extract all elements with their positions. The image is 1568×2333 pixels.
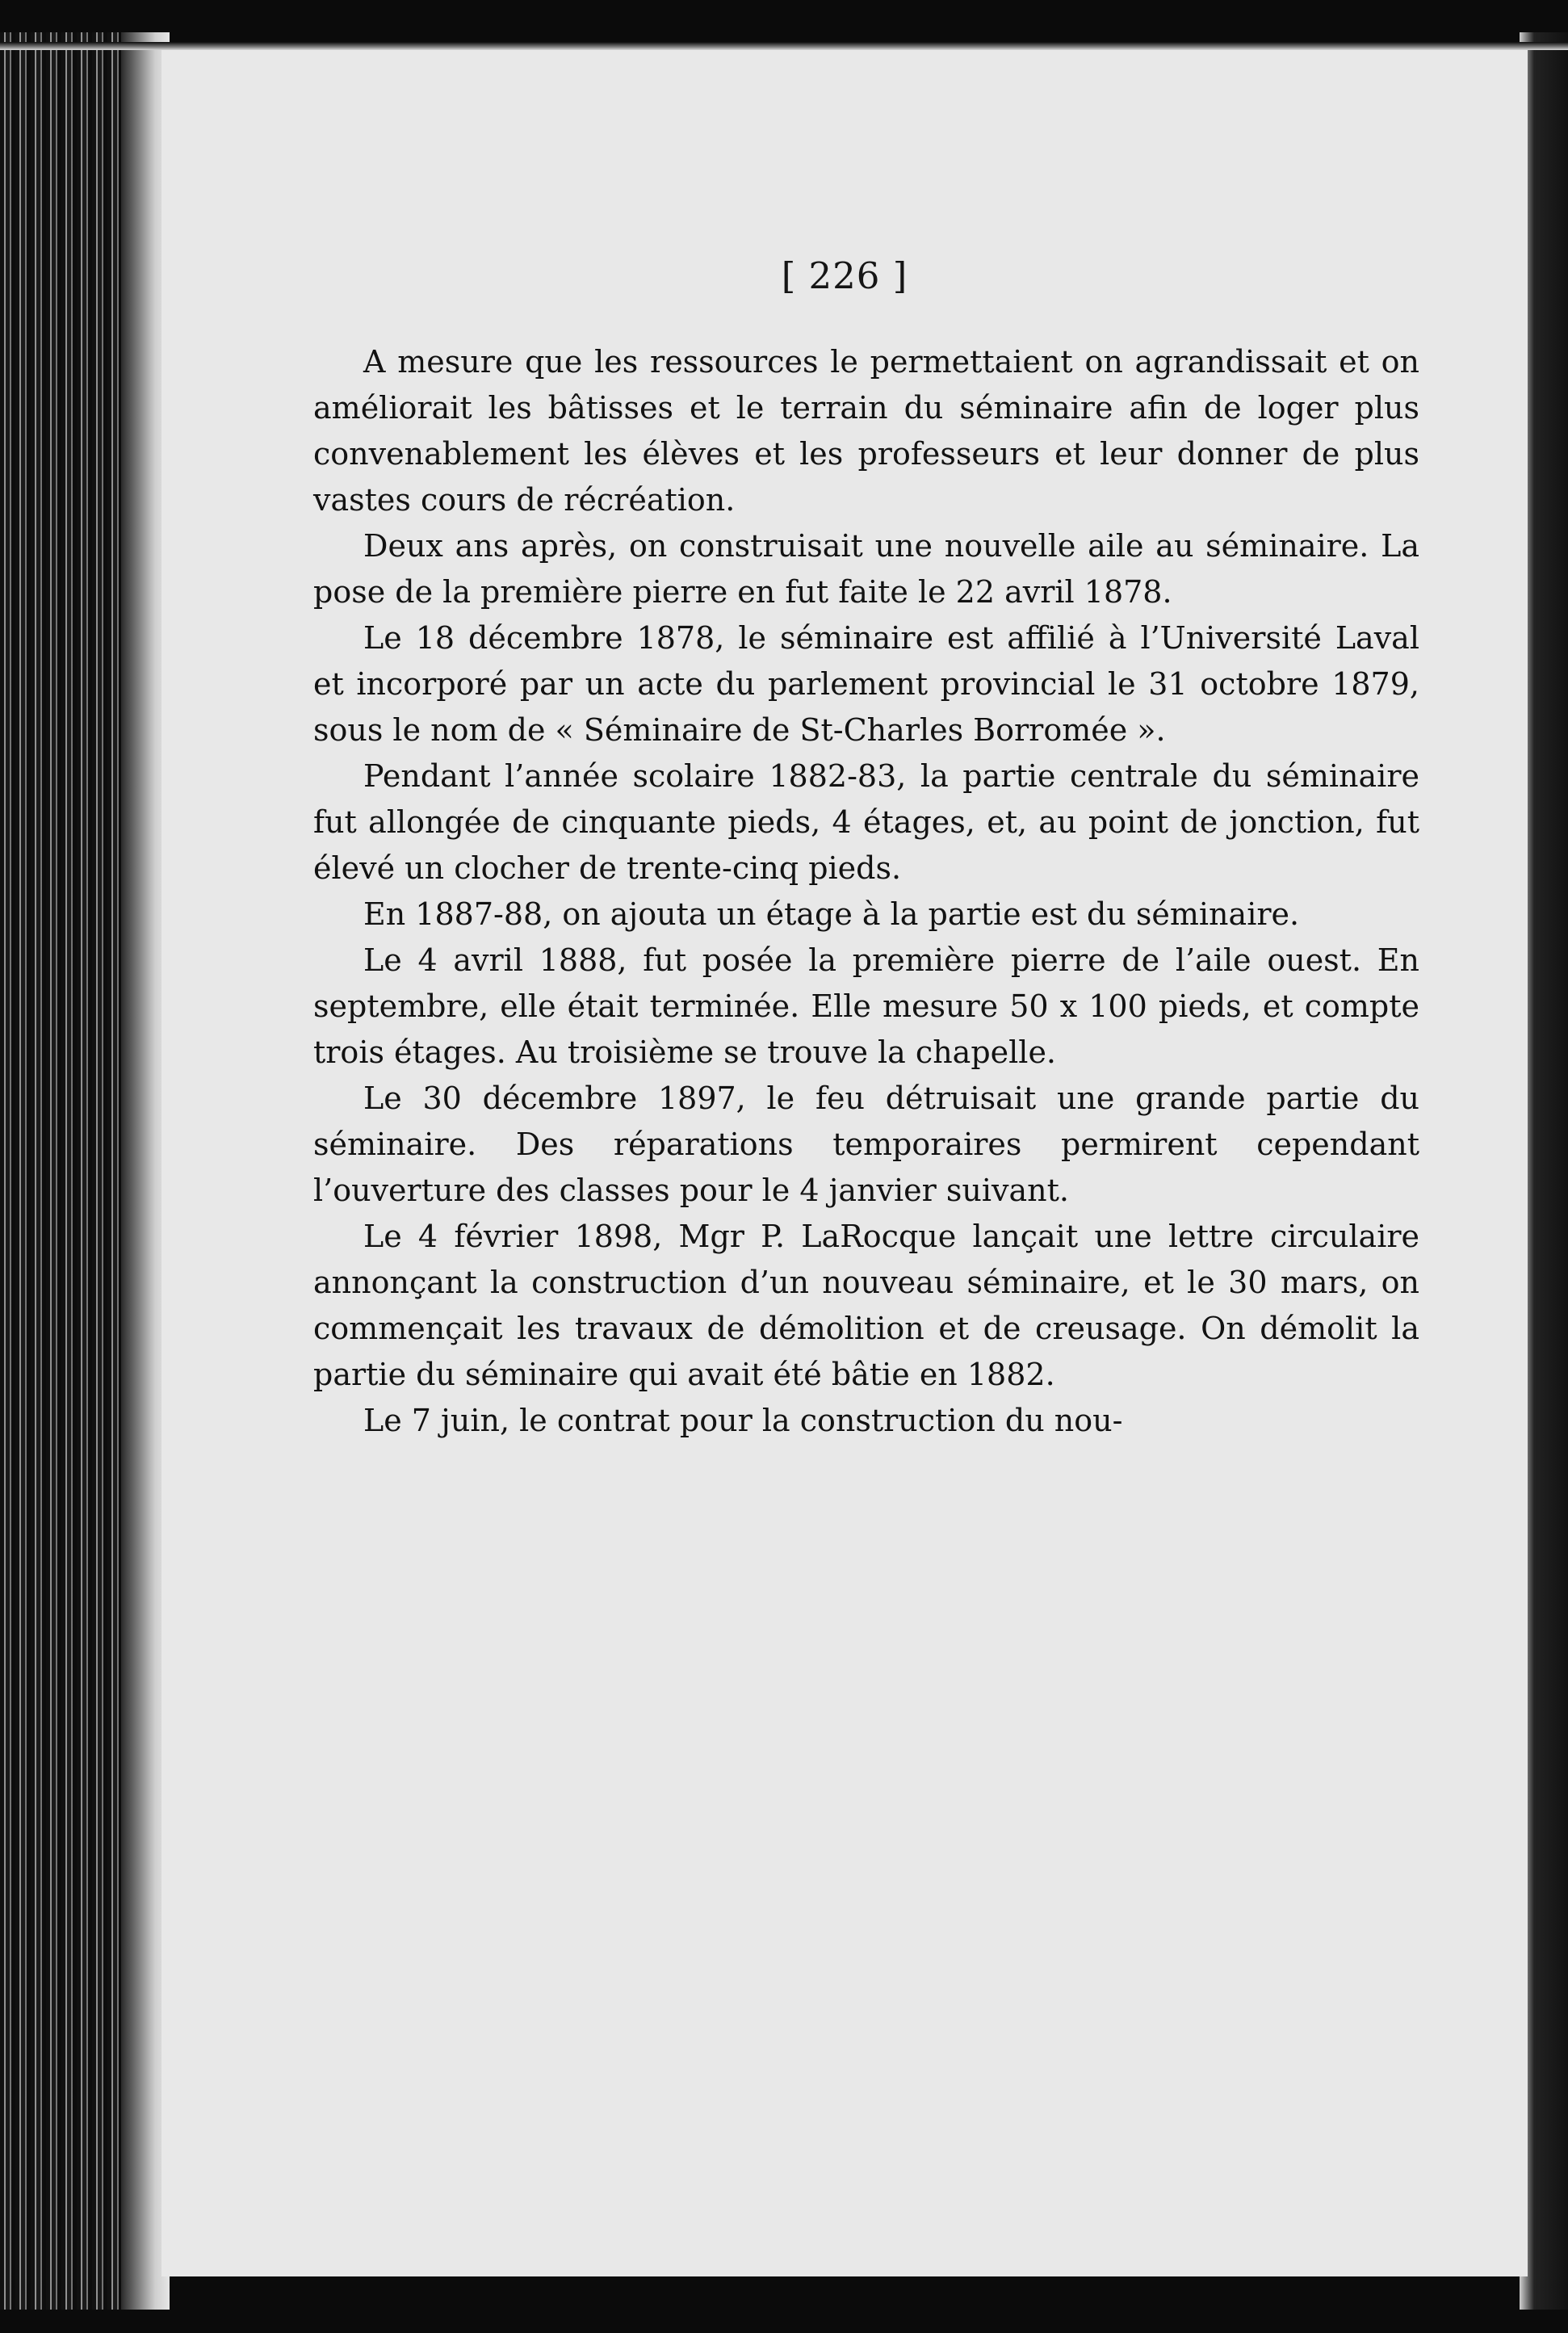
paragraph: Le 4 avril 1888, fut posée la première pierre de l’aile ouest. En septembre, elle était terminée. Elle mesure 50 x 100 pieds, et compte trois étages. Au troisième se trouve la chapelle. xyxy=(313,942,1419,1070)
book-page-edges-left xyxy=(0,32,170,2310)
paragraph: En 1887-88, on ajouta un étage à la partie est du séminaire. xyxy=(363,896,1300,932)
body-text xyxy=(313,339,1419,1444)
paragraph: Le 4 février 1898, Mgr P. LaRocque lançait une lettre circulaire annonçant la construction d’un nouveau séminaire, et le 30 mars, on commençait les travaux de démolition et de creusage. On démolit la partie du séminaire qui avait été bâtie en 1882. xyxy=(313,1219,1419,1392)
paragraph: A mesure que les ressources le permettaient on agrandissait et on améliorait les bâtisses et le terrain du séminaire afin de loger plus convenablement les élèves et les professeurs et leur donner de plus vastes cours de récréation. xyxy=(313,344,1419,518)
paragraph: Deux ans après, on construisait une nouvelle aile au séminaire. La pose de la première pierre en fut faite le 22 avril 1878. xyxy=(313,528,1419,610)
paragraph: Pendant l’année scolaire 1882-83, la partie centrale du séminaire fut allongée de cinquante pieds, 4 étages, et, au point de jonction, fut élevé un clocher de trente-cinq pieds. xyxy=(313,758,1419,886)
paragraph: Le 7 juin, le contrat pour la construction du nou- xyxy=(363,1403,1123,1438)
book-page xyxy=(161,50,1528,2276)
page-number: [ 226 ] xyxy=(781,254,908,297)
paragraph: Le 18 décembre 1878, le séminaire est affilié à l’Université Laval et incorporé par un acte du parlement provincial le 31 octobre 1879, sous le nom de « Séminaire de St-Charles Borromée ». xyxy=(313,620,1419,748)
paragraph: Le 30 décembre 1897, le feu détruisait une grande partie du séminaire. Des réparations temporaires permirent cependant l’ouverture des classes pour le 4 janvier suivant. xyxy=(313,1080,1419,1208)
page-top-edge xyxy=(0,42,1568,50)
